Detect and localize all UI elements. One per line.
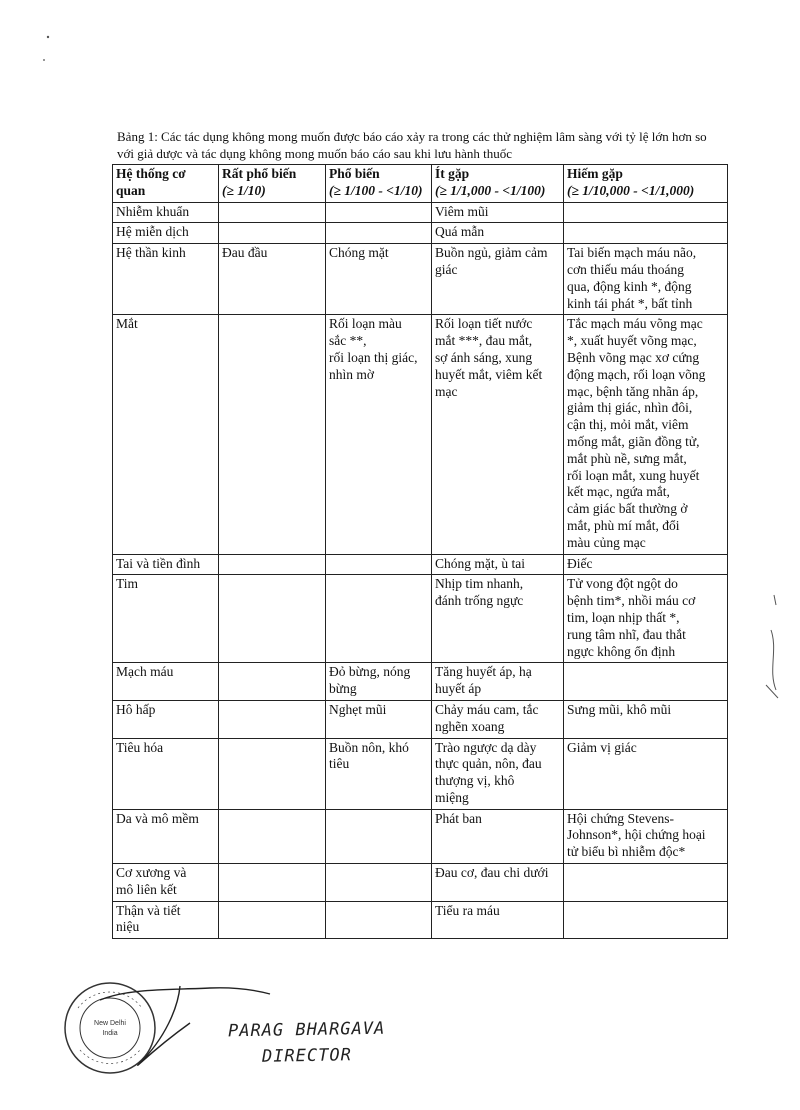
effect-cell: Tai biến mạch máu não, cơn thiếu máu thoáng qua, động kinh *, động kinh tái phát *, bất tỉnh [564,244,728,315]
header-title: Rất phổ biến [222,166,297,181]
header-title: Hiếm gặp [567,166,623,181]
table-row [113,700,728,738]
organ-system-cell: Hệ thần kinh [113,244,219,315]
header-organ-system [113,165,219,203]
table-row [113,809,728,863]
effect-cell: Buồn nôn, khó tiêu [326,738,432,809]
table-row [113,738,728,809]
effect-cell [219,700,326,738]
effect-cell [219,901,326,939]
effect-cell [219,575,326,663]
effect-cell [326,864,432,902]
effect-cell [219,223,326,244]
effect-cell [219,864,326,902]
table-row [113,223,728,244]
signatory-title: DIRECTOR [261,1045,353,1067]
header-common [326,165,432,203]
organ-system-cell: Hệ miễn dịch [113,223,219,244]
organ-system-cell: Hô hấp [113,700,219,738]
effect-cell: Chóng mặt [326,244,432,315]
effect-cell: Quá mẫn [432,223,564,244]
svg-text:India: India [102,1030,118,1037]
effect-cell: Tăng huyết áp, hạ huyết áp [432,663,564,701]
signatory-name: PARAG BHARGAVA [227,1018,386,1042]
header-uncommon [432,165,564,203]
table-row [113,864,728,902]
table-row [113,901,728,939]
effect-cell: Đau đầu [219,244,326,315]
table-row [113,575,728,663]
effect-cell: Hội chứng Stevens- Johnson*, hội chứng hoại tử biểu bì nhiễm độc* [564,809,728,863]
effect-cell: Tắc mạch máu võng mạc *, xuất huyết võng mạc, Bệnh võng mạc xơ cứng động mạch, rối loạn võng mạc, bệnh tăng nhãn áp, giảm thị giác, nhìn đôi, cận thị, mỏi mắt, viêm mống mắt, giãn đồng tử, mắt phù nề, sưng mắt, rối loạn mắt, xung huyết kết mạc, ngứa mắt, cảm giác bất thường ở mắt, phù mí mắt, đổi màu củng mạc [564,315,728,554]
effect-cell: Nhịp tim nhanh, đánh trống ngực [432,575,564,663]
effect-cell [219,663,326,701]
effect-cell [326,223,432,244]
header-title: Ít gặp [435,166,470,181]
organ-system-cell: Mạch máu [113,663,219,701]
effect-cell [219,554,326,575]
effect-cell [219,809,326,863]
table-caption: Bảng 1: Các tác dụng không mong muốn được báo cáo xảy ra trong các thử nghiệm lâm sàng với tỷ lệ lớn hơn so với giả dược và tác dụng không mong muốn báo cáo sau khi lưu hành thuốc [117,129,707,161]
header-very-common [219,165,326,203]
table-row [113,663,728,701]
effect-cell: Trào ngược dạ dày thực quản, nôn, đau thượng vị, khô miệng [432,738,564,809]
organ-system-cell: Cơ xương và mô liên kết [113,864,219,902]
effect-cell [564,223,728,244]
effect-cell [564,864,728,902]
scan-edge-mark [756,590,786,710]
header-frequency: (≥ 1/10,000 - <1/1,000) [567,182,695,198]
header-title: Hệ thống cơ quan [116,166,186,198]
effect-cell: Chảy máu cam, tắc nghẽn xoang [432,700,564,738]
adverse-effects-table [112,164,728,939]
effect-cell: Tiểu ra máu [432,901,564,939]
effect-cell: Rối loạn tiết nước mắt ***, đau mắt, sợ ánh sáng, xung huyết mắt, viêm kết mạc [432,315,564,554]
table-row [113,202,728,223]
organ-system-cell: Tai và tiền đình [113,554,219,575]
header-frequency: (≥ 1/100 - <1/10) [329,182,423,198]
effect-cell [326,202,432,223]
organ-system-cell: Tim [113,575,219,663]
table-body [113,202,728,939]
effect-cell: Tử vong đột ngột do bệnh tim*, nhồi máu cơ tim, loạn nhịp thất *, rung tâm nhĩ, đau thắt ngực không ổn định [564,575,728,663]
effect-cell: Sưng mũi, khô mũi [564,700,728,738]
effect-cell: Nghẹt mũi [326,700,432,738]
effect-cell: Điếc [564,554,728,575]
effect-cell: Phát ban [432,809,564,863]
effect-cell: Viêm mũi [432,202,564,223]
effect-cell [564,901,728,939]
effect-cell: Buồn ngủ, giảm cảm giác [432,244,564,315]
effect-cell [219,315,326,554]
header-frequency: (≥ 1/1,000 - <1/100) [435,182,546,198]
effect-cell [564,202,728,223]
effect-cell [219,738,326,809]
organ-system-cell: Da và mô mềm [113,809,219,863]
effect-cell [219,202,326,223]
effect-cell [326,554,432,575]
effect-cell [564,663,728,701]
scan-specks [0,0,800,120]
effect-cell: Đau cơ, đau chi dưới [432,864,564,902]
header-frequency: (≥ 1/10) [222,182,266,198]
table-row [113,554,728,575]
header-rare [564,165,728,203]
effect-cell: Giảm vị giác [564,738,728,809]
organ-system-cell: Tiêu hóa [113,738,219,809]
effect-cell: Chóng mặt, ù tai [432,554,564,575]
header-title: Phổ biến [329,166,380,181]
organ-system-cell: Nhiễm khuẩn [113,202,219,223]
organ-system-cell: Mắt [113,315,219,554]
effect-cell: Rối loạn màu sắc **, rối loạn thị giác, nhìn mờ [326,315,432,554]
table-row [113,315,728,554]
effect-cell [326,809,432,863]
header-row [113,165,728,203]
effect-cell [326,901,432,939]
svg-text:New Delhi: New Delhi [94,1020,126,1027]
table-row [113,244,728,315]
effect-cell [326,575,432,663]
organ-system-cell: Thận và tiết niệu [113,901,219,939]
effect-cell: Đỏ bừng, nóng bừng [326,663,432,701]
